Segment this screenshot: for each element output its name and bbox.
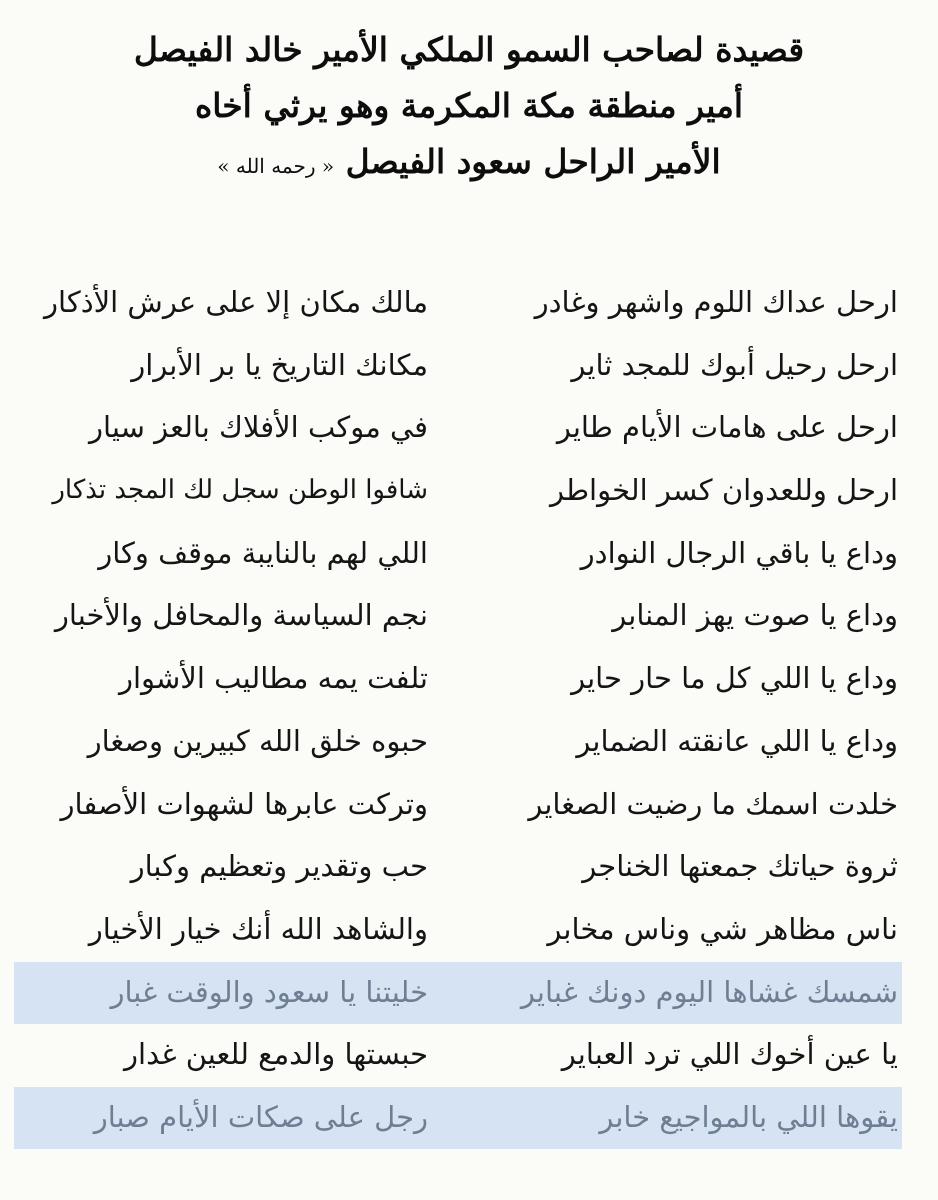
verse-first-hemistich: وداع يا اللي عانقته الضماير bbox=[576, 723, 898, 758]
verse-second-hemistich: والشاهد الله أنك خيار الأخيار bbox=[88, 911, 428, 946]
verse-second-hemistich: مكانك التاريخ يا بر الأبرار bbox=[131, 347, 428, 382]
verse-row bbox=[0, 962, 938, 1025]
verse-second-hemistich: اللي لهم بالنايبة موقف وكار bbox=[98, 535, 428, 570]
verse-row bbox=[0, 272, 938, 335]
verse-row bbox=[0, 1087, 938, 1150]
verse-first-hemistich: ارحل عداك اللوم واشهر وغادر bbox=[534, 285, 898, 319]
verse-row bbox=[0, 460, 938, 523]
verse-first-hemistich: وداع يا صوت يهز المنابر bbox=[612, 598, 898, 633]
poem-heading bbox=[0, 22, 938, 190]
verse-first-hemistich: شمسك غشاها اليوم دونك غباير bbox=[520, 974, 898, 1009]
heading-line-1: قصيدة لصاحب السمو الملكي الأمير خالد الفيصل bbox=[133, 30, 805, 69]
verse-first-hemistich: يقوها اللي بالمواجيع خابر bbox=[599, 1099, 898, 1134]
verse-row bbox=[0, 899, 938, 962]
verse-second-hemistich: شافوا الوطن سجل لك المجد تذكار bbox=[52, 475, 428, 506]
verse-first-hemistich: وداع يا اللي كل ما حار حاير bbox=[571, 661, 898, 696]
verse-first-hemistich: يا عين أخوك اللي ترد العباير bbox=[561, 1037, 898, 1072]
heading-line-2: أمير منطقة مكة المكرمة وهو يرثي أخاه bbox=[194, 86, 744, 125]
verse-row bbox=[0, 397, 938, 460]
heading-line-3-note: « رحمه الله » bbox=[217, 154, 335, 178]
verse-second-hemistich: حبستها والدمع للعين غدار bbox=[124, 1037, 428, 1072]
verse-second-hemistich: تلفت يمه مطاليب الأشوار bbox=[118, 661, 428, 696]
verse-row bbox=[0, 774, 938, 837]
verse-first-hemistich: ارحل رحيل أبوك للمجد ثاير bbox=[571, 347, 898, 382]
verse-second-hemistich: مالك مكان إلا على عرش الأذكار bbox=[44, 285, 428, 319]
verse-second-hemistich: في موكب الأفلاك بالعز سيار bbox=[89, 410, 428, 445]
verse-row bbox=[0, 335, 938, 398]
verse-second-hemistich: رجل على صكات الأيام صبار bbox=[93, 1099, 428, 1134]
heading-line-3-main: الأمير الراحل سعود الفيصل bbox=[345, 142, 721, 181]
verse-second-hemistich: نجم السياسة والمحافل والأخبار bbox=[54, 598, 428, 633]
verse-second-hemistich: وتركت عابرها لشهوات الأصفار bbox=[60, 786, 428, 821]
heading-line-3 bbox=[0, 134, 938, 190]
verse-row bbox=[0, 523, 938, 586]
verse-row bbox=[0, 836, 938, 899]
verse-first-hemistich: ارحل على هامات الأيام طاير bbox=[556, 410, 898, 445]
poem-verses bbox=[0, 272, 938, 1150]
verse-row bbox=[0, 585, 938, 648]
verse-second-hemistich: خليتنا يا سعود والوقت غبار bbox=[110, 974, 428, 1009]
verse-first-hemistich: وداع يا باقي الرجال النوادر bbox=[580, 535, 898, 570]
verse-row bbox=[0, 1024, 938, 1087]
verse-first-hemistich: ثروة حياتك جمعتها الخناجر bbox=[582, 849, 898, 884]
verse-second-hemistich: حب وتقدير وتعظيم وكبار bbox=[130, 849, 428, 884]
verse-first-hemistich: ارحل وللعدوان كسر الخواطر bbox=[549, 473, 898, 508]
verse-first-hemistich: خلدت اسمك ما رضيت الصغاير bbox=[528, 786, 898, 821]
verse-row bbox=[0, 711, 938, 774]
verse-row bbox=[0, 648, 938, 711]
verse-first-hemistich: ناس مظاهر شي وناس مخابر bbox=[547, 911, 898, 946]
verse-second-hemistich: حبوه خلق الله كبيرين وصغار bbox=[87, 723, 428, 758]
